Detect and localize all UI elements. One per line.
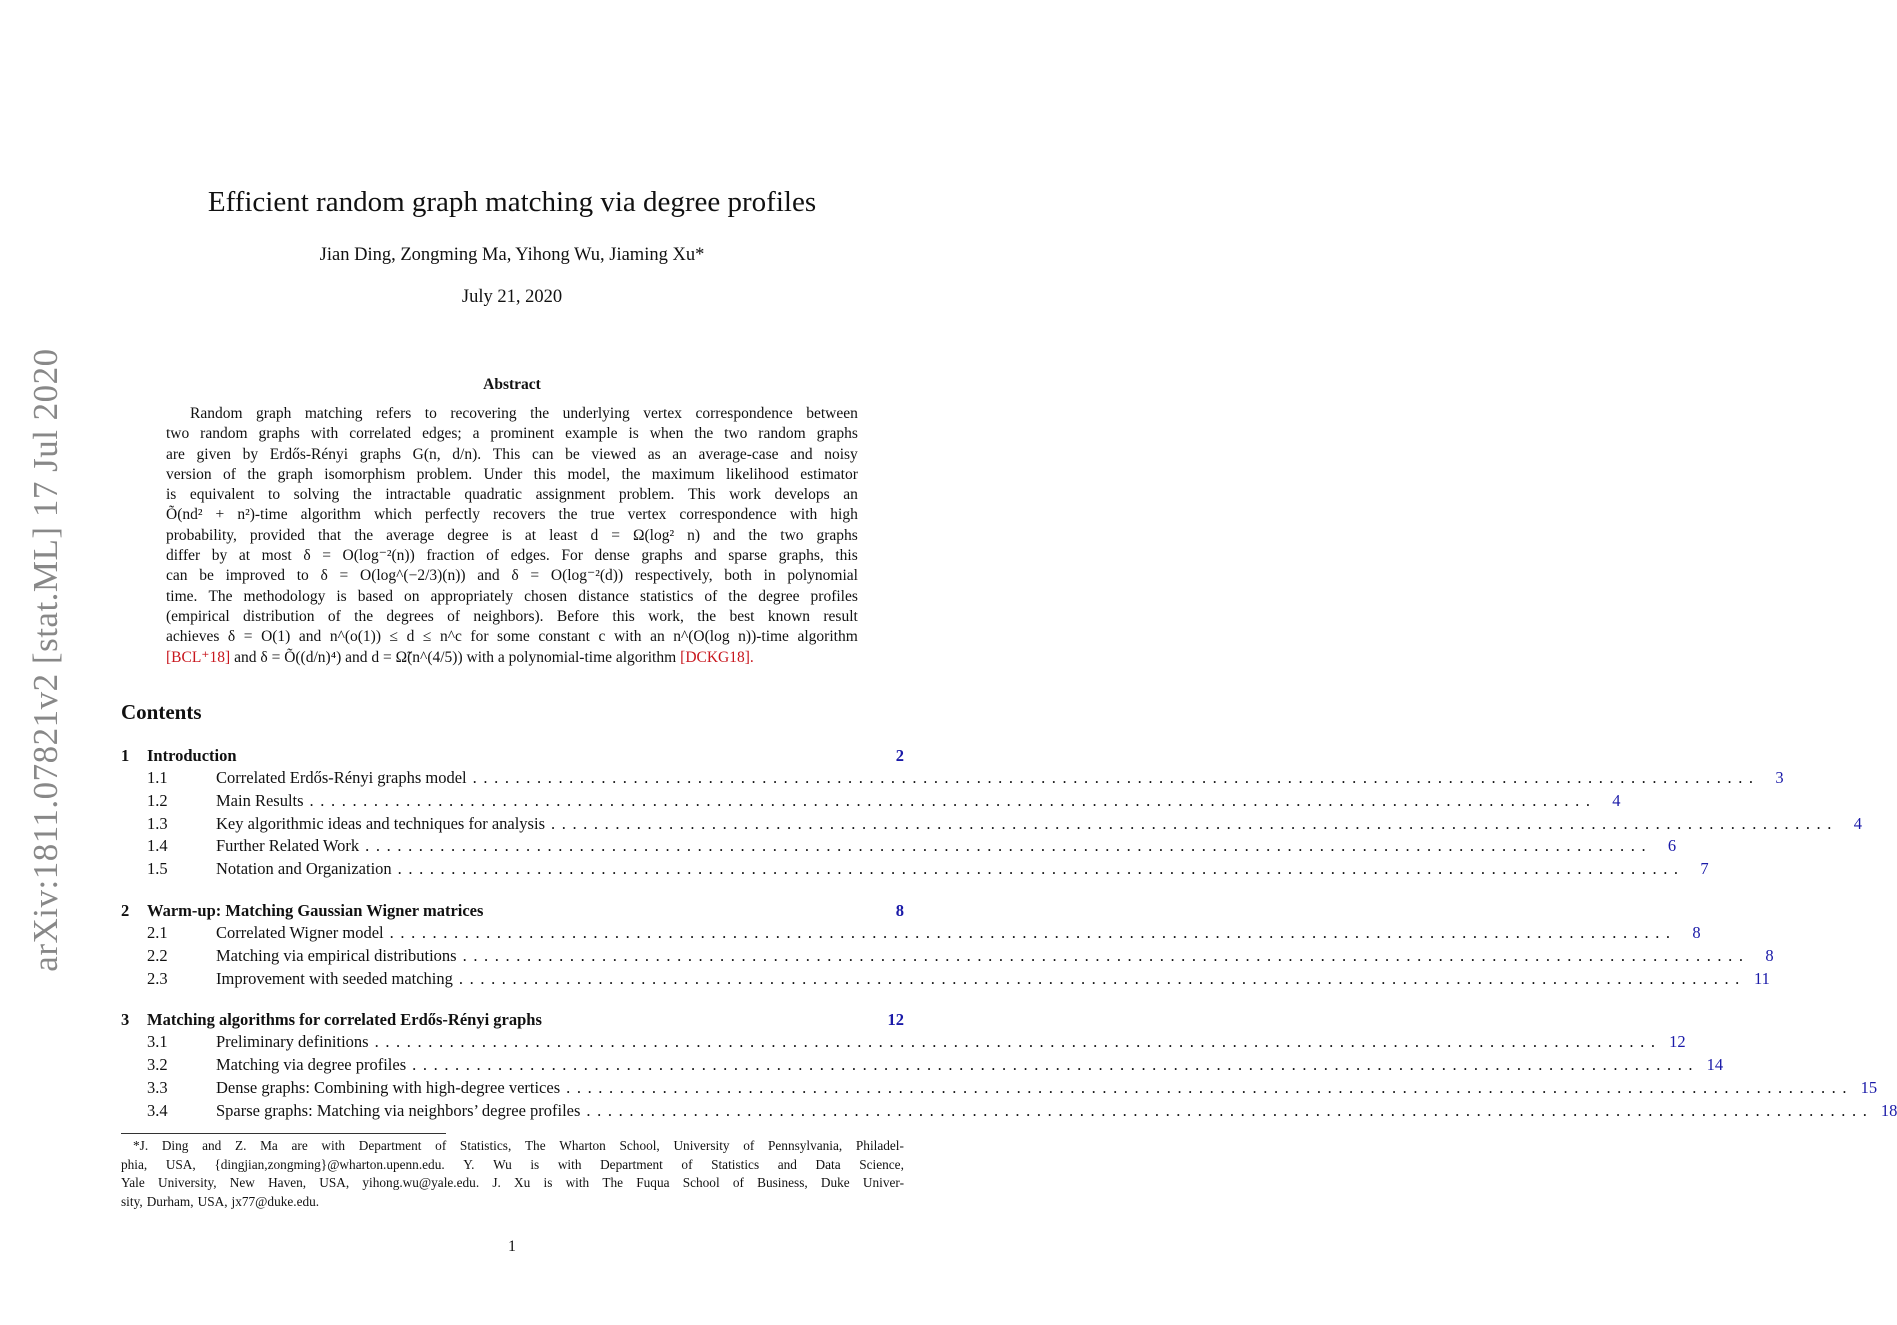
- paper-title: Efficient random graph matching via degree profiles: [207, 186, 817, 218]
- abstract-line: version of the graph isomorphism problem. Under this model, the maximum likelihood estimator: [166, 465, 858, 483]
- abstract-text: and δ = Õ((d/n)⁴) and d = Ω̃(n^(4/5)) with a polynomial-time algorithm: [234, 648, 677, 666]
- toc-page-link[interactable]: 6: [1667, 836, 1677, 856]
- footnote-line: Yale University, New Haven, USA, yihong.wu@yale.edu. J. Xu is with The Fuqua School of Business, Duke Univer-: [121, 1175, 904, 1190]
- toc-subsection[interactable]: [121, 1100, 1897, 1123]
- page-number: 1: [508, 1238, 516, 1255]
- footnote-rule: [121, 1133, 446, 1134]
- toc-subsection-title[interactable]: Dense graphs: Combining with high-degree vertices: [216, 1077, 561, 1097]
- arxiv-stamp: [16, 348, 76, 972]
- toc-leader-dots: ........................................................................................................................: [462, 945, 1750, 965]
- toc-leader-dots: ........................................................................................................................: [472, 768, 1760, 787]
- abstract-line: probability, provided that the average degree is at least d = Ω(log² n) and the two graphs: [166, 526, 858, 544]
- toc-page-link[interactable]: 4: [1853, 813, 1862, 833]
- abstract-line: Random graph matching refers to recovering the underlying vertex correspondence between: [190, 405, 858, 422]
- toc-page-link[interactable]: 7: [1700, 859, 1709, 879]
- toc-leader-dots: ........................................................................................................................: [397, 859, 1685, 879]
- toc-leader-dots: ........................................................................................................................: [586, 1100, 1874, 1120]
- toc-subsection-title[interactable]: Further Related Work: [216, 836, 360, 856]
- abstract-line: two random graphs with correlated edges; a prominent example is when the two random graphs: [166, 425, 858, 443]
- abstract-line: Õ(nd² + n²)-time algorithm which perfectly recovers the true vertex correspondence with high: [166, 506, 858, 524]
- toc-section-number: 1: [121, 746, 130, 765]
- toc-gap: [121, 881, 904, 899]
- toc-page-link[interactable]: 18: [1880, 1100, 1897, 1120]
- toc-subsection-number: 1.3: [147, 813, 168, 833]
- toc-subsection-number: 3.1: [147, 1032, 168, 1052]
- toc-leader-dots: ........................................................................................................................: [365, 836, 1653, 856]
- toc-subsection[interactable]: [121, 945, 1774, 968]
- toc-subsection-title[interactable]: Correlated Wigner model: [216, 922, 384, 942]
- abstract-body: [166, 404, 858, 668]
- toc-section-number: 2: [121, 900, 130, 920]
- footnote-line: sity, Durham, USA, jx77@duke.edu.: [121, 1193, 320, 1209]
- abstract-line: achieves δ = O(1) and n^(o(1)) ≤ d ≤ n^c for some constant c with an n^(O(log n))-time algorithm: [166, 628, 858, 646]
- toc-leader-dots: ........................................................................................................................: [458, 968, 1746, 988]
- toc-page-link[interactable]: 8: [1692, 922, 1701, 942]
- abstract-line: is equivalent to solving the intractable quadratic assignment problem. This work develops an: [166, 486, 858, 504]
- toc-subsection-title[interactable]: Key algorithmic ideas and techniques for analysis: [216, 813, 545, 833]
- toc-page-link[interactable]: 4: [1612, 790, 1621, 810]
- toc-page-link[interactable]: 8: [1765, 945, 1774, 965]
- toc-section[interactable]: [121, 1008, 904, 1031]
- toc-section-title[interactable]: Warm-up: Matching Gaussian Wigner matrices: [147, 900, 484, 920]
- toc-subsection-number: 2.2: [147, 945, 168, 965]
- toc-subsection-title[interactable]: Improvement with seeded matching: [216, 968, 453, 988]
- toc-section[interactable]: [121, 899, 904, 922]
- paper-date: July 21, 2020: [461, 287, 563, 307]
- footnote-line: *J. Ding and Z. Ma are with Department of Statistics, The Wharton School, University of Pennsylvania, Philadel-: [133, 1138, 904, 1153]
- abstract-line: differ by at most δ = O(log⁻²(n)) fraction of edges. For dense graphs and sparse graphs, this: [166, 547, 858, 565]
- toc-page-link[interactable]: 2: [895, 746, 904, 765]
- toc-gap: [121, 990, 904, 1008]
- abstract-line: can be improved to δ = O(log^(−2/3)(n)) and δ = O(log⁻²(d)) respectively, both in polynomial: [166, 567, 858, 585]
- toc-subsection[interactable]: [121, 922, 1701, 945]
- toc-subsection-number: 1.1: [147, 768, 168, 787]
- citation-link[interactable]: [DCKG18].: [680, 648, 754, 666]
- toc-subsection-title[interactable]: Correlated Erdős-Rényi graphs model: [216, 768, 467, 787]
- toc-subsection-title[interactable]: Preliminary definitions: [216, 1032, 369, 1052]
- toc-page-link[interactable]: 15: [1860, 1077, 1878, 1097]
- toc-page-link[interactable]: 3: [1775, 768, 1784, 787]
- abstract-last-line: [166, 648, 858, 668]
- toc-subsection[interactable]: [121, 1077, 1878, 1100]
- toc-subsection[interactable]: [121, 790, 1621, 813]
- toc-subsection-title[interactable]: Notation and Organization: [216, 859, 392, 879]
- toc-subsection-number: 2.1: [147, 922, 168, 942]
- toc-section-title[interactable]: Introduction: [147, 746, 237, 765]
- toc-subsection-number: 1.2: [147, 790, 168, 810]
- toc-page-link[interactable]: 8: [895, 900, 904, 920]
- toc-subsection-number: 3.2: [147, 1055, 168, 1075]
- toc-page-link[interactable]: 12: [887, 1010, 904, 1030]
- abstract-line: time. The methodology is based on appropriately chosen distance statistics of the degree profiles: [166, 587, 858, 605]
- toc-page-link[interactable]: 12: [1669, 1032, 1686, 1052]
- toc-leader-dots: ........................................................................................................................: [551, 813, 1838, 833]
- toc-subsection[interactable]: [121, 1031, 1686, 1054]
- toc-subsection[interactable]: [121, 1054, 1724, 1077]
- abstract-line: (empirical distribution of the degrees of neighbors). Before this work, the best known result: [166, 607, 858, 625]
- toc-section[interactable]: [121, 744, 904, 767]
- toc-subsection-number: 1.4: [147, 836, 168, 856]
- toc-subsection-number: 2.3: [147, 968, 168, 988]
- table-of-contents: [121, 744, 1897, 1123]
- toc-subsection-number: 3.3: [147, 1077, 168, 1097]
- abstract-line: are given by Erdős-Rényi graphs G(n, d/n). This can be viewed as an average-case and noisy: [166, 445, 858, 463]
- toc-page-link[interactable]: 11: [1754, 968, 1770, 988]
- toc-subsection-number: 1.5: [147, 859, 168, 879]
- toc-subsection[interactable]: [121, 813, 1862, 836]
- citation-link[interactable]: [BCL⁺18]: [166, 648, 231, 666]
- toc-subsection-title[interactable]: Sparse graphs: Matching via neighbors’ degree profiles: [216, 1100, 581, 1120]
- toc-leader-dots: ........................................................................................................................: [566, 1077, 1854, 1097]
- arxiv-id: arXiv:1811.07821v2 [stat.ML] 17 Jul 2020: [26, 348, 65, 972]
- toc-leader-dots: ........................................................................................................................: [412, 1055, 1700, 1075]
- abstract-heading: Abstract: [483, 376, 541, 393]
- toc-section-title[interactable]: Matching algorithms for correlated Erdős-Rényi graphs: [147, 1010, 542, 1030]
- contents-heading: Contents: [121, 700, 202, 724]
- toc-leader-dots: ........................................................................................................................: [389, 922, 1677, 942]
- toc-subsection[interactable]: [121, 858, 1709, 881]
- footnote-line: phia, USA, {dingjian,zongming}@wharton.upenn.edu. Y. Wu is with Department of Statistics and Data Science,: [121, 1156, 904, 1172]
- toc-section-number: 3: [121, 1010, 130, 1030]
- paper-authors: Jian Ding, Zongming Ma, Yihong Wu, Jiaming Xu*: [319, 245, 705, 265]
- toc-leader-dots: ........................................................................................................................: [374, 1032, 1662, 1052]
- toc-leader-dots: ........................................................................................................................: [309, 790, 1597, 810]
- toc-subsection[interactable]: [121, 767, 1784, 790]
- toc-subsection[interactable]: [121, 835, 1677, 858]
- toc-subsection-title[interactable]: Matching via degree profiles: [216, 1055, 407, 1075]
- toc-subsection[interactable]: [121, 968, 1770, 991]
- toc-subsection-title[interactable]: Matching via empirical distributions: [216, 945, 457, 965]
- footnote: [121, 1137, 904, 1211]
- toc-page-link[interactable]: 14: [1706, 1055, 1724, 1075]
- toc-subsection-title[interactable]: Main Results: [216, 790, 304, 810]
- toc-subsection-number: 3.4: [147, 1100, 168, 1120]
